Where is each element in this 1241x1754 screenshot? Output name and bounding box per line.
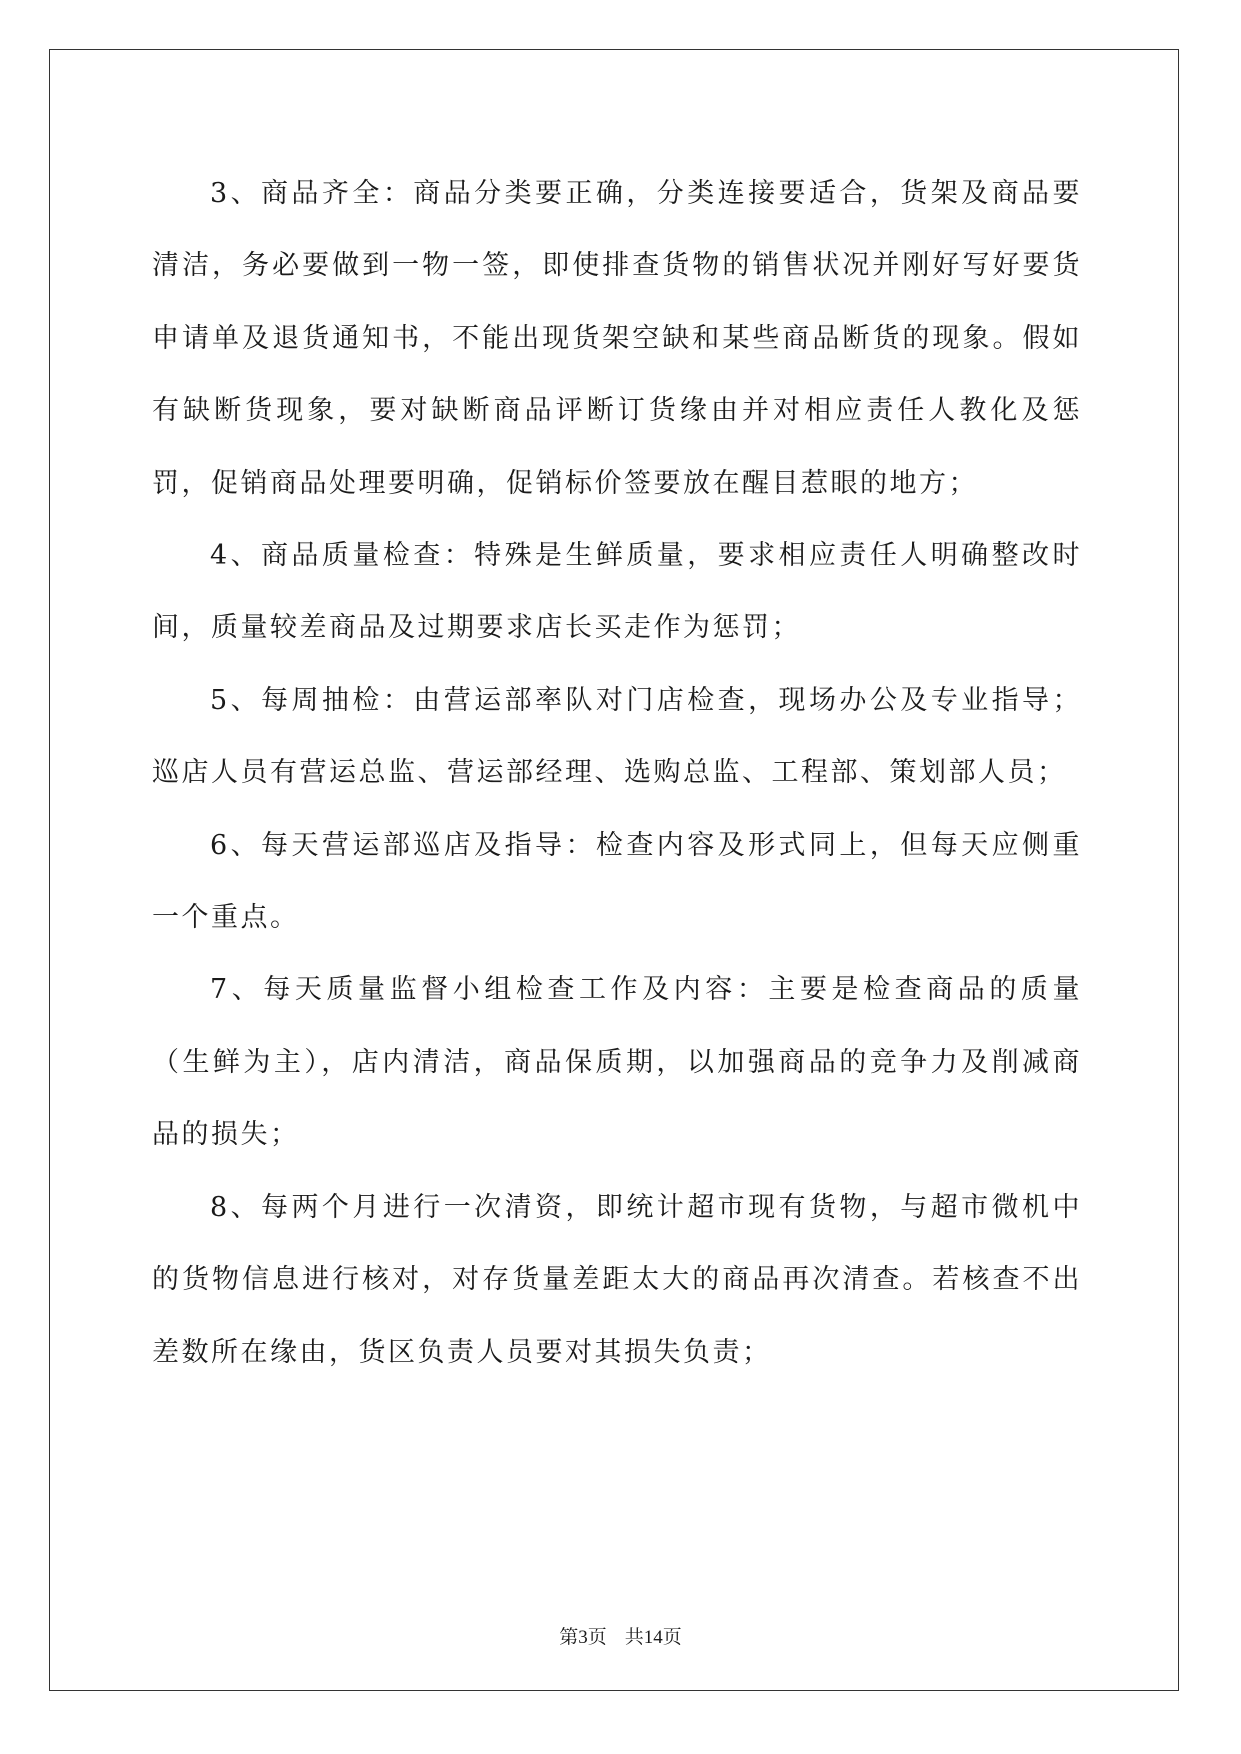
current-page-number: 第3页 [559,1627,607,1648]
paragraph-item-8: 8、每两个月进行一次清资，即统计超市现有货物，与超市微机中的货物信息进行核对，对存货量差距太大的商品再次清查。若核查不出差数所在缘由，货区负责人员要对其损失负责； [152,1191,1082,1368]
paragraph-item-7: 7、每天质量监督小组检查工作及内容：主要是检查商品的质量（生鲜为主），店内清洁，商品保质期，以加强商品的竞争力及削减商品的损失； [152,974,1082,1151]
document-body [152,158,1082,1389]
total-page-count: 共14页 [624,1627,682,1648]
page-footer [0,1622,1241,1649]
paragraph-item-6: 6、每天营运部巡店及指导：检查内容及形式同上，但每天应侧重一个重点。 [152,829,1082,934]
paragraph-item-3: 3、商品齐全：商品分类要正确，分类连接要适合，货架及商品要清洁，务必要做到一物一签，即使排查货物的销售状况并刚好写好要货申请单及退货通知书，不能出现货架空缺和某些商品断货的现象。假如有缺断货现象，要对缺断商品评断订货缘由并对相应责任人教化及惩罚，促销商品处理要明确，促销标价签要放在醒目惹眼的地方； [152,178,1082,499]
paragraph-item-4: 4、商品质量检查：特殊是生鲜质量，要求相应责任人明确整改时间，质量较差商品及过期要求店长买走作为惩罚； [152,540,1082,644]
paragraph-item-5: 5、每周抽检：由营运部率队对门店检查，现场办公及专业指导；巡店人员有营运总监、营运部经理、选购总监、工程部、策划部人员； [152,684,1082,789]
